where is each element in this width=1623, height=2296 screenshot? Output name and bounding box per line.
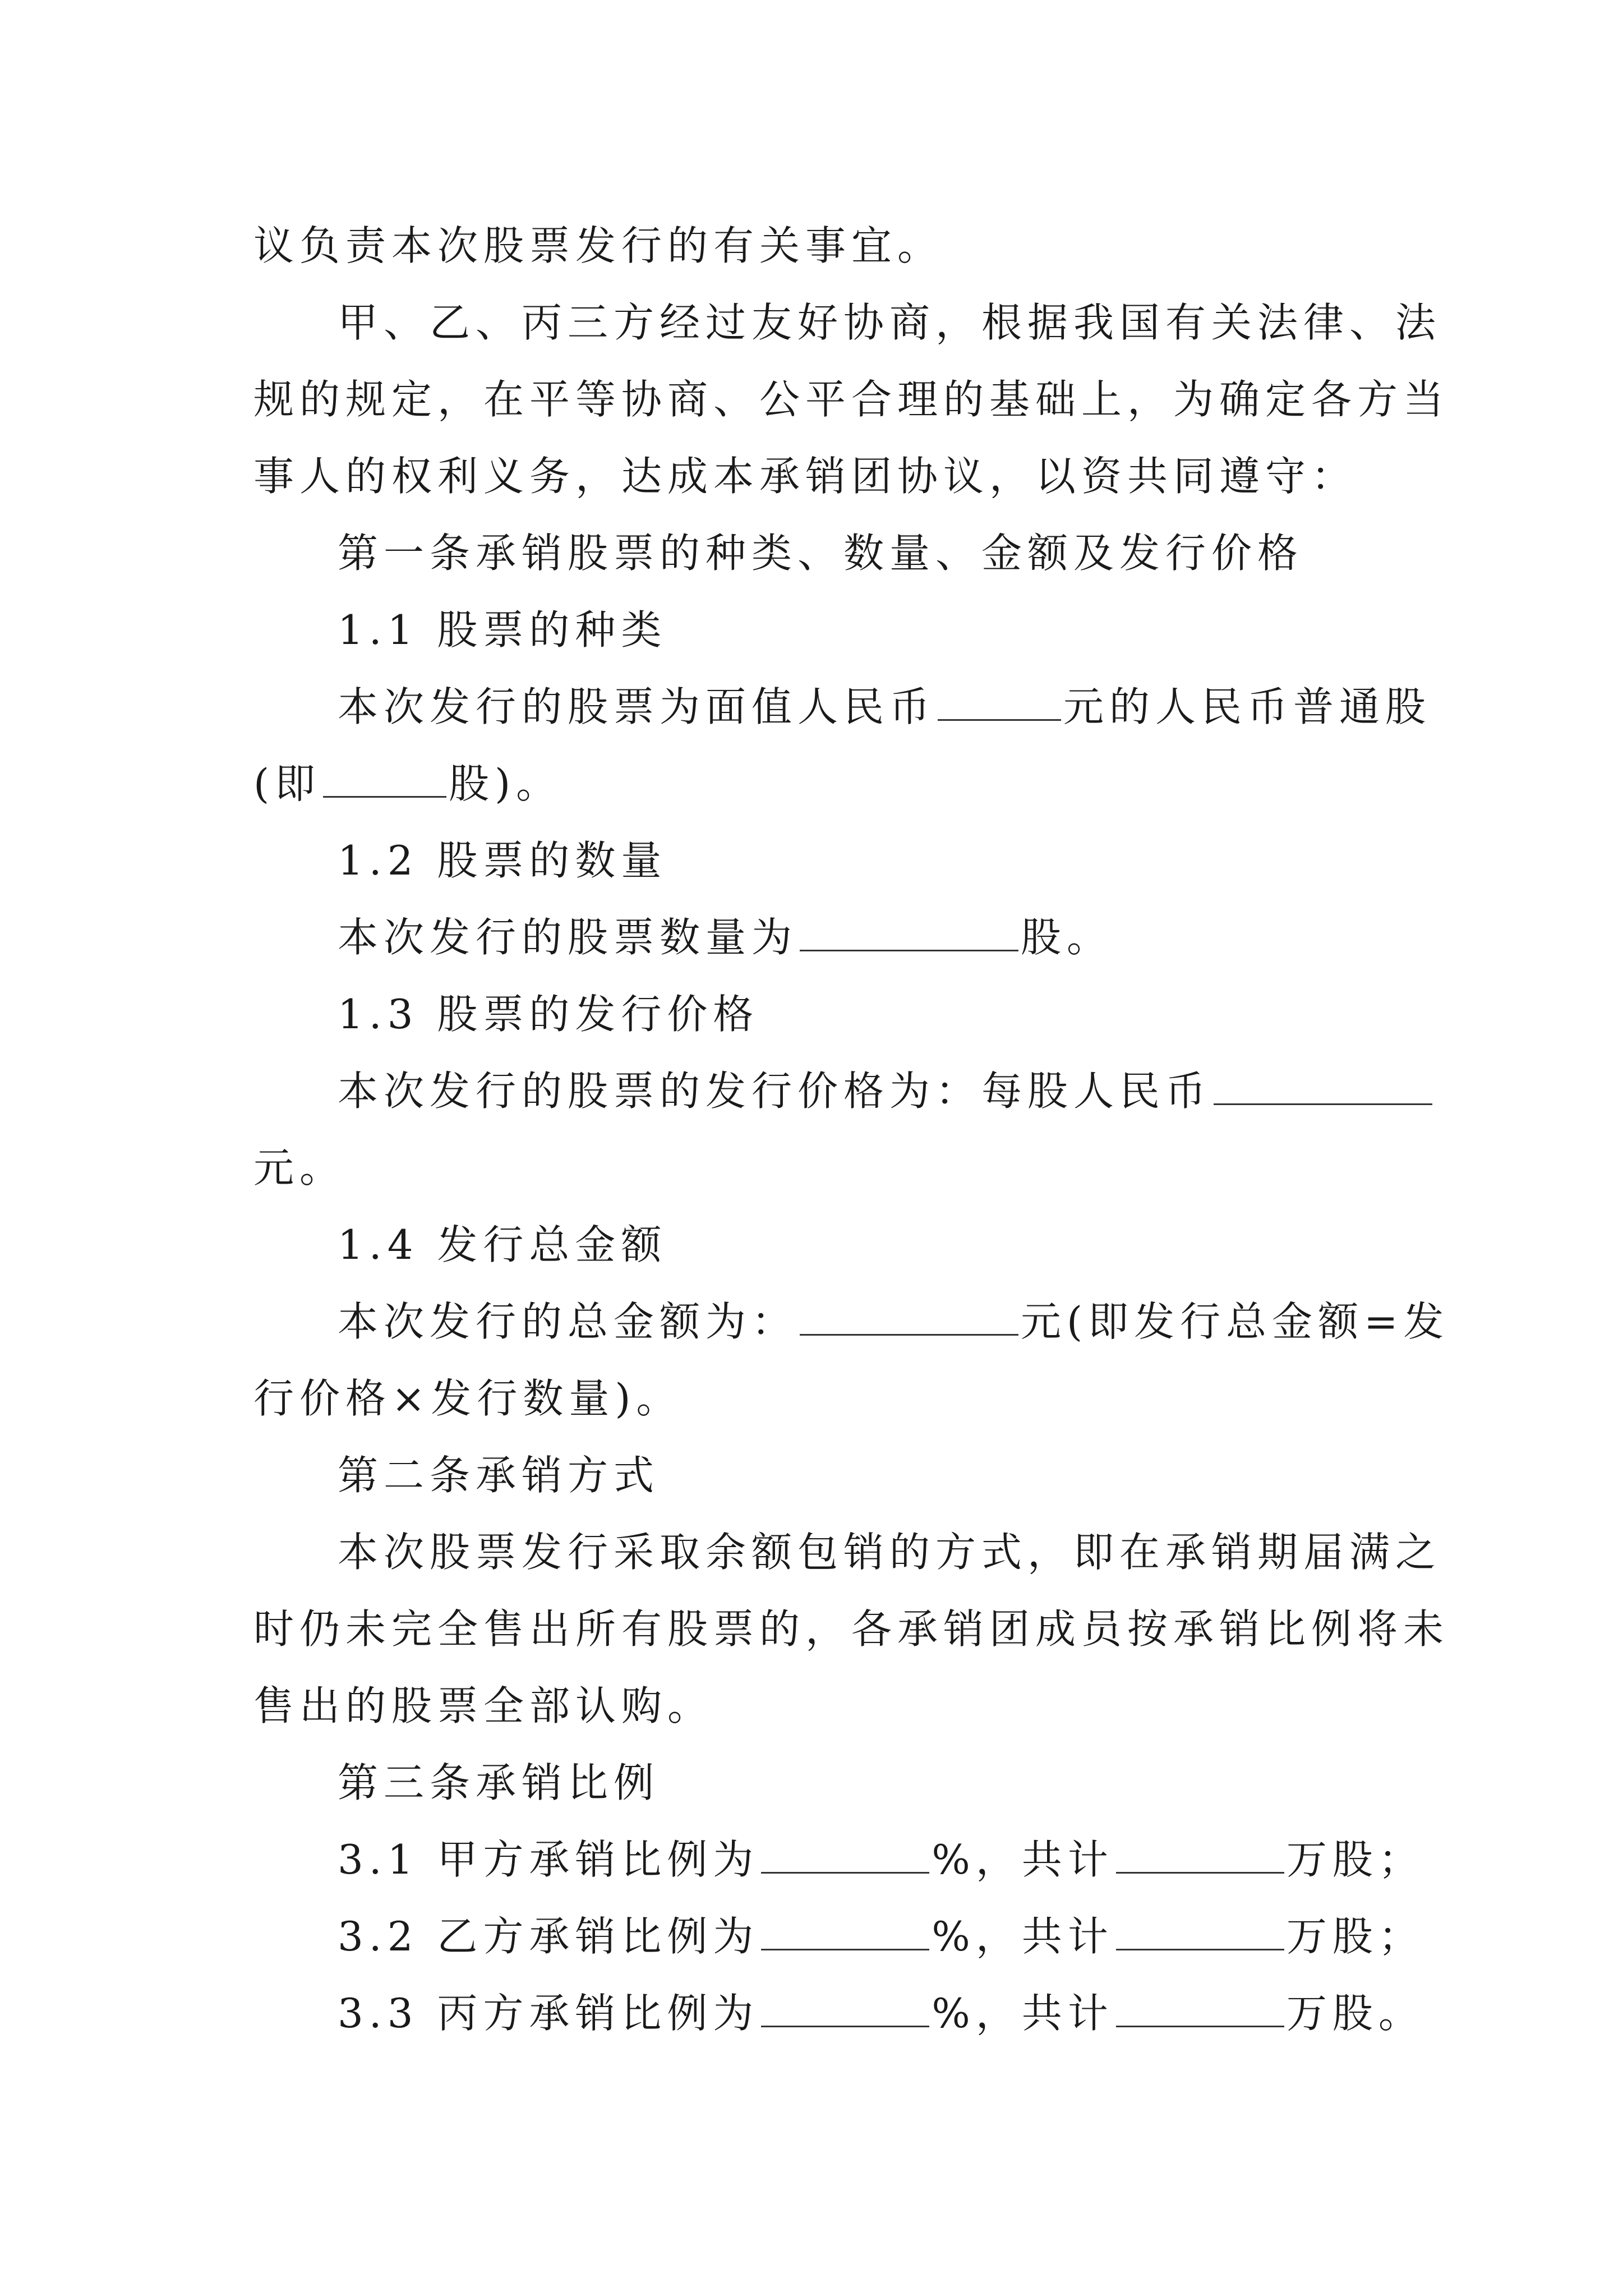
article-heading: 第一条承销股票的种类、数量、金额及发行价格 bbox=[338, 530, 1304, 577]
paragraph-line: 甲、乙、丙三方经过友好协商，根据我国有关法律、法 bbox=[338, 299, 1442, 346]
document-page bbox=[253, 208, 1450, 2052]
paragraph-line: 事人的权利义务，达成本承销团协议，以资共同遵守： bbox=[253, 453, 1358, 500]
paragraph-line: 规的规定，在平等协商、公平合理的基础上，为确定各方当 bbox=[253, 376, 1450, 423]
blank-field bbox=[761, 1913, 929, 1950]
paragraph-line: 本次发行的股票数量为 股。 bbox=[338, 914, 1113, 961]
blank-field bbox=[800, 914, 1018, 951]
paragraph-line: 售出的股票全部认购。 bbox=[253, 1682, 714, 1729]
paragraph-line: 本次发行的总金额为： 元(即发行总金额=发 bbox=[338, 1298, 1450, 1345]
blank-field bbox=[800, 1298, 1018, 1336]
blank-field bbox=[1116, 1836, 1284, 1874]
paragraph-line: (即 股)。 bbox=[253, 760, 562, 807]
paragraph-line: 本次发行的股票的发行价格为：每股人民币 bbox=[253, 1053, 1386, 1130]
blank-field bbox=[1214, 1068, 1432, 1105]
blank-field bbox=[761, 1836, 929, 1874]
article-heading: 第二条承销方式 bbox=[338, 1452, 660, 1499]
blank-field bbox=[1116, 1913, 1284, 1950]
paragraph-line: 行价格×发行数量)。 bbox=[253, 1375, 683, 1422]
paragraph-line: 本次发行的股票为面值人民币 元的人民币普通股 bbox=[338, 683, 1432, 730]
blank-field bbox=[1116, 1990, 1284, 2027]
paragraph-line: 元。 bbox=[253, 1144, 346, 1191]
paragraph-line: 时仍未完全售出所有股票的，各承销团成员按承销比例将未 bbox=[253, 1605, 1450, 1653]
article-heading: 第三条承销比例 bbox=[338, 1759, 660, 1806]
section-heading: 1.2 股票的数量 bbox=[338, 837, 667, 884]
blank-field bbox=[323, 760, 446, 798]
blank-field bbox=[938, 683, 1061, 721]
paragraph-line: 议负责本次股票发行的有关事宜。 bbox=[253, 222, 944, 269]
section-heading: 1.1 股票的种类 bbox=[338, 606, 667, 654]
section-heading: 1.4 发行总金额 bbox=[338, 1221, 667, 1268]
paragraph-line: 3.3 丙方承销比例为 %，共计 万股。 bbox=[338, 1990, 1424, 2037]
blank-field bbox=[761, 1990, 929, 2027]
section-heading: 1.3 股票的发行价格 bbox=[338, 991, 759, 1038]
paragraph-line: 3.1 甲方承销比例为 %，共计 万股； bbox=[338, 1836, 1424, 1883]
paragraph-line: 本次股票发行采取余额包销的方式，即在承销期届满之 bbox=[338, 1529, 1442, 1576]
paragraph-line: 3.2 乙方承销比例为 %，共计 万股； bbox=[338, 1913, 1424, 1960]
